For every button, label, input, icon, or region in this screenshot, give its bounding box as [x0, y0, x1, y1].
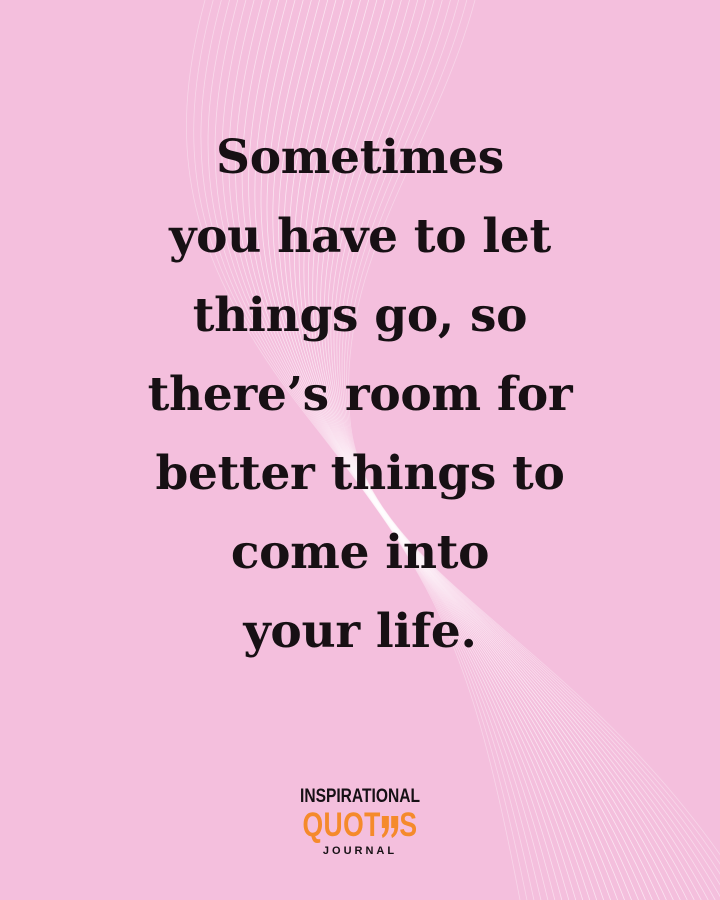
- logo-mid-text: [282, 808, 438, 842]
- logo-mid-after: S: [399, 806, 418, 844]
- quote-line: better things to: [155, 446, 565, 501]
- quote-line: come into: [230, 525, 490, 580]
- brand-logo: [260, 786, 460, 858]
- quote-line: Sometimes: [216, 130, 504, 185]
- logo-top-text: INSPIRATIONAL: [299, 786, 421, 807]
- quote-line: things go, so: [192, 288, 528, 343]
- quote-line: you have to let: [169, 209, 551, 264]
- quote-line: there’s room for: [147, 367, 573, 422]
- logo-mid-before: QUOT: [302, 806, 381, 844]
- quote-line: your life.: [243, 604, 477, 659]
- quote-text: [60, 118, 660, 671]
- logo-bottom-text: JOURNAL: [322, 845, 398, 857]
- quote-mark-icon: [381, 814, 400, 840]
